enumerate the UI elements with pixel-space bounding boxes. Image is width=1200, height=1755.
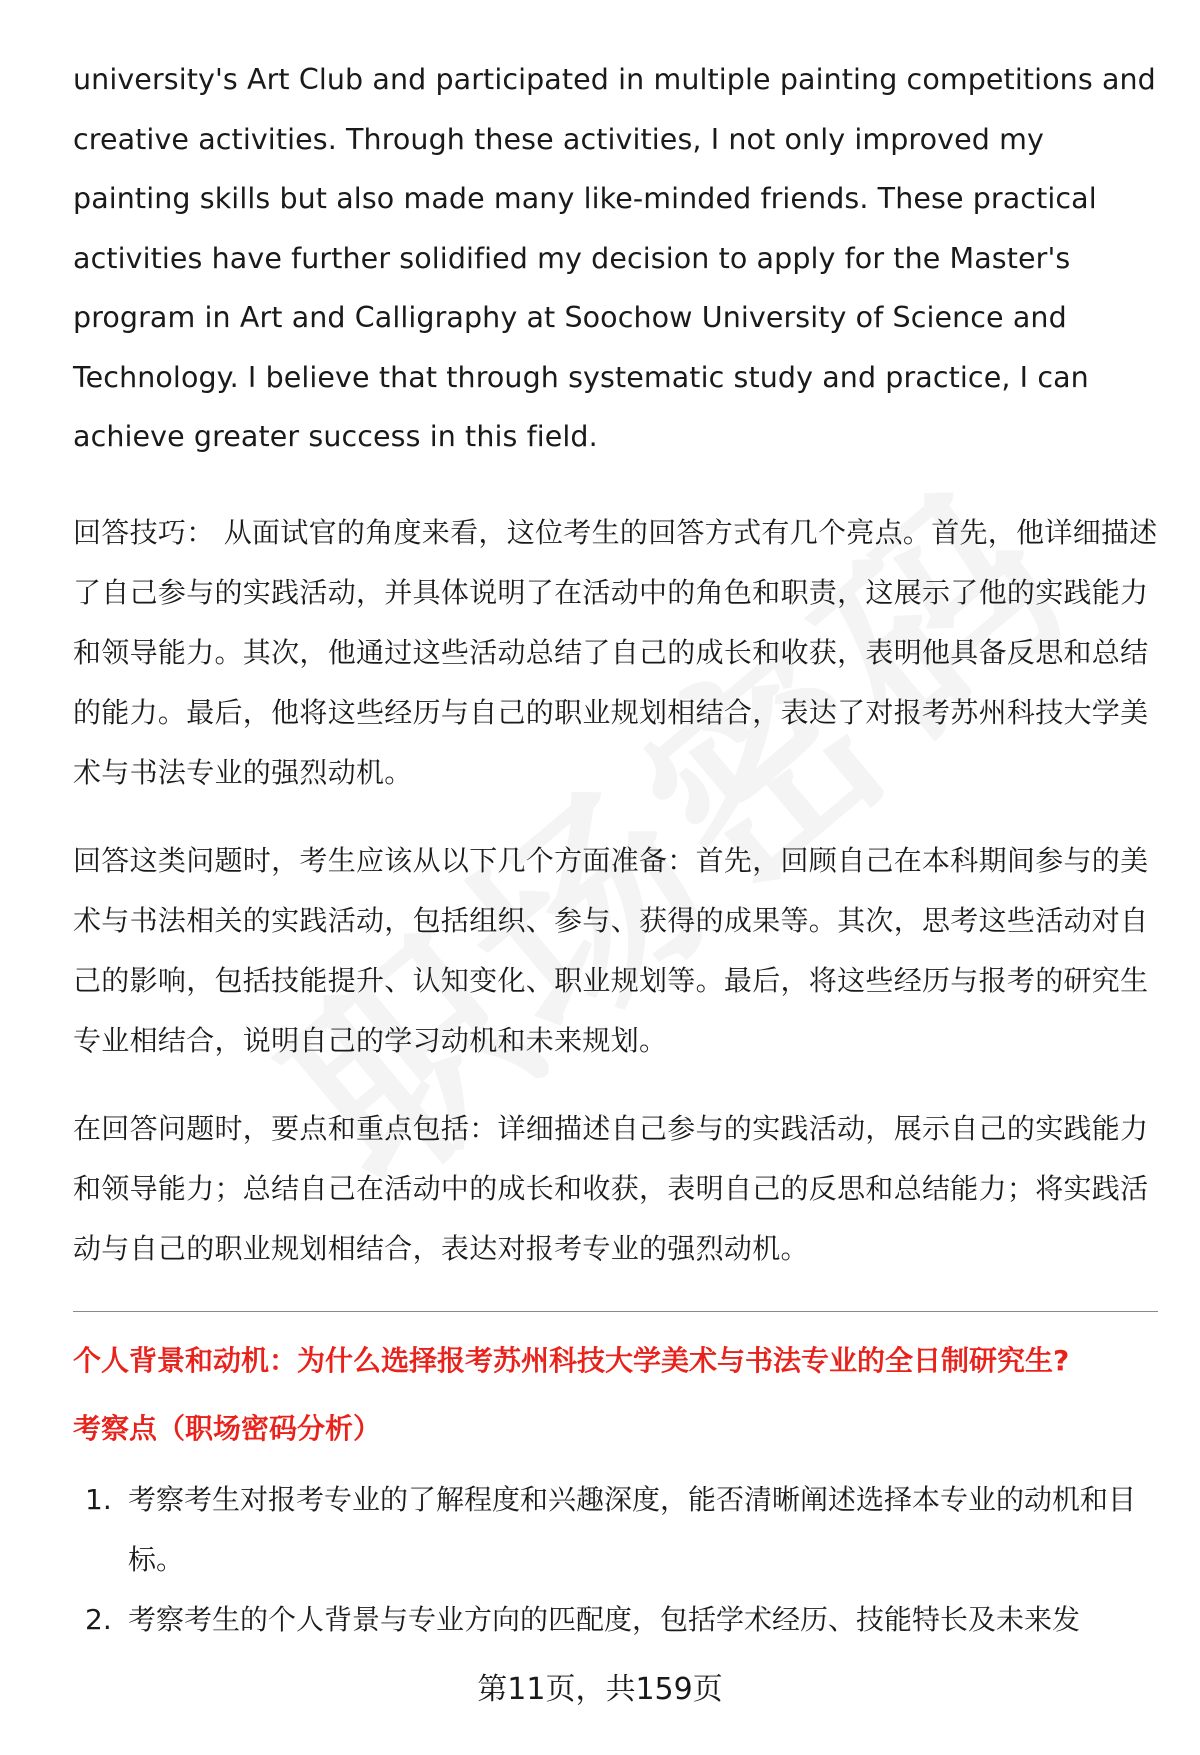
document-page — [73, 50, 1158, 1650]
preparation-paragraph: 回答这类问题时，考生应该从以下几个方面准备：首先，回顾自己在本科期间参与的美术与书法相关的实践活动，包括组织、参与、获得的成果等。其次，思考这些活动对自己的影响，包括技能提升、认知变化、职业规划等。最后，将这些经历与报考的研究生专业相结合，说明自己的学习动机和未来规划。 — [73, 843, 1149, 1057]
list-item-number: 1. — [85, 1482, 112, 1516]
list-item — [73, 1590, 1158, 1650]
list-item-text: 考察考生的个人背景与专业方向的匹配度，包括学术经历、技能特长及未来发 — [128, 1602, 1081, 1636]
english-answer-paragraph: university's Art Club and participated in multiple painting competitions and creative activities. Through these activities, I not only improved my painting skills but also made many like-minded friends. These practical activities have further solidified my decision to apply for the Master's program in Art and Calligraphy at Soochow University of Science and Technology. I believe that through systematic study and practice, I can achieve greater success in this field. — [73, 63, 1156, 453]
assessment-points-list — [73, 1470, 1158, 1650]
section-divider — [73, 1311, 1158, 1312]
section-subheading: 考察点（职场密码分析） — [73, 1411, 382, 1445]
answer-tips-paragraph: 回答技巧： 从面试官的角度来看，这位考生的回答方式有几个亮点。首先，他详细描述了自己参与的实践活动，并具体说明了在活动中的角色和职责，这展示了他的实践能力和领导能力。其次，他通过这些活动总结了自己的成长和收获，表明他具备反思和总结的能力。最后，他将这些经历与自己的职业规划相结合，表达了对报考苏州科技大学美术与书法专业的强烈动机。 — [73, 515, 1158, 789]
list-item-text: 考察考生对报考专业的了解程度和兴趣深度，能否清晰阐述选择本专业的动机和目标。 — [128, 1482, 1137, 1576]
list-item-number: 2. — [85, 1602, 112, 1636]
section-heading: 个人背景和动机：为什么选择报考苏州科技大学美术与书法专业的全日制研究生? — [73, 1343, 1070, 1377]
key-points-paragraph: 在回答问题时，要点和重点包括：详细描述自己参与的实践活动，展示自己的实践能力和领导能力；总结自己在活动中的成长和收获，表明自己的反思和总结能力；将实践活动与自己的职业规划相结合，表达对报考专业的强烈动机。 — [73, 1111, 1149, 1265]
page-number-footer: 第11页，共159页 — [477, 1672, 723, 1707]
list-item — [73, 1470, 1158, 1590]
